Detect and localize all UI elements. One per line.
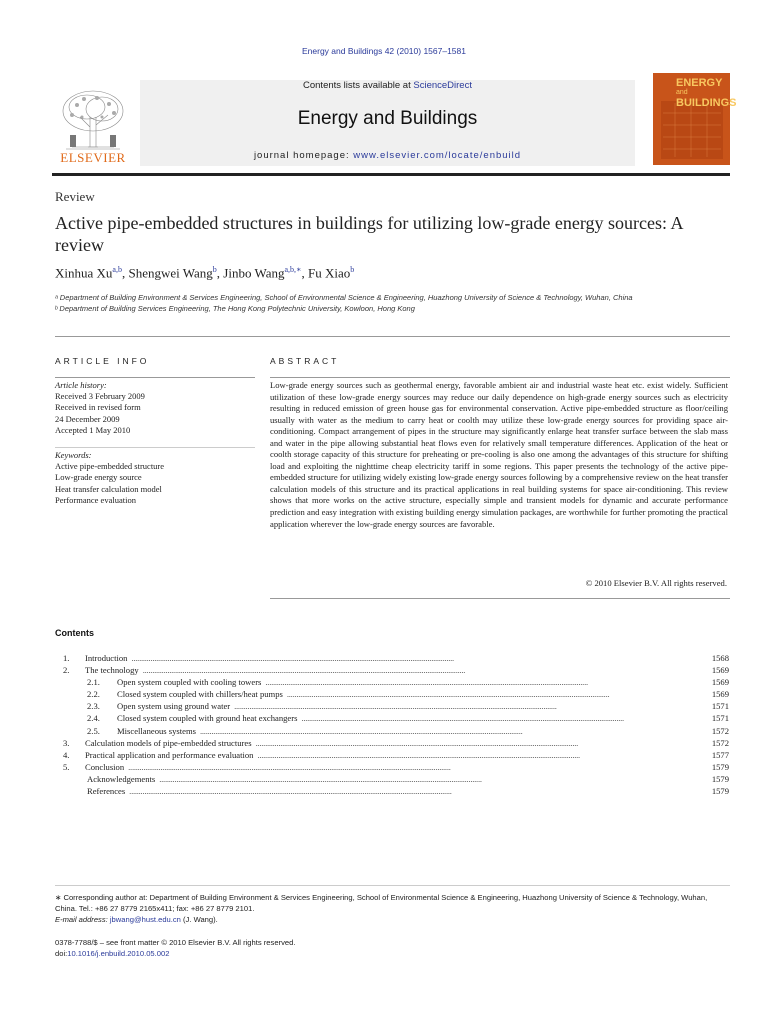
contents-prefix: Contents lists available at — [303, 80, 414, 91]
toc-number: 2.3. — [87, 701, 100, 712]
toc-title[interactable]: References — [87, 786, 126, 797]
history-rule — [55, 447, 255, 448]
toc-page-number: 1572 — [711, 725, 729, 736]
author-name: Fu Xiao — [307, 265, 351, 281]
abstract-text: Low-grade energy sources such as geothermal energy, favorable ambient air and industrial waste heat etc. exist widely. Sufficient utilization of these low-grade energy sources may reduce our daily dependence on high-grade energy sources such as electricity resulting in reduced emission of green house gas for environmental conservation. Active pipe-embedded structure as floor/ceiling usually with water as the medium to carry heat or coolth may utilize these low-grade energy sources for providing space air-conditioning. Compact arrangement of pipes in the structure may significantly enlarge heat transfer surface between the slab mass and water in the pipe allowing substantial heat flows even for relatively small temperature differences. Application of the heat or coolth storage capacity of this structure for preheating or pre-cooling is also one among the advantages of this structure for shifting load and exploiting the nighttime cheap electricity tariff in some regions. This paper presents the technology of the active pipe-embedded structure for utilizing widely existing low-grade energy sources following by a comprehensive review on the heat transfer calculation models of this structure and its practical applications in real building systems for space air-conditioning. This review shows that more works on the active structure, especially simple and transient models for dynamic and accurate performance prediction and easy integration with existing building energy simulation packages, are worthwhile for further promoting the practical application wherever the low-grade energy sources are favorable. — [270, 380, 728, 529]
toc-leader-dots — [159, 773, 697, 785]
toc-leader-dots — [265, 676, 697, 688]
journal-citation[interactable]: Energy and Buildings 42 (2010) 1567–1581 — [302, 46, 466, 56]
toc-page-number: 1569 — [711, 677, 729, 688]
abstract-copyright: © 2010 Elsevier B.V. All rights reserved. — [585, 578, 727, 588]
history-line: Received 3 February 2009 — [55, 391, 145, 402]
issn-block — [55, 938, 295, 960]
header-rule — [52, 173, 730, 176]
doi-prefix: doi: — [55, 948, 68, 958]
table-of-contents — [55, 652, 729, 797]
email-link[interactable]: jbwang@hust.edu.cn — [109, 914, 181, 924]
keyword: Active pipe-embedded structure — [55, 461, 165, 472]
author-name: Jinbo Wang — [223, 265, 285, 281]
author-affiliation-marker[interactable]: b — [212, 265, 217, 274]
affiliation-b: ᵇ Department of Building Services Engineering, The Hong Kong Polytechnic University, Kowloon, Hong Kong — [55, 304, 415, 313]
homepage-link[interactable]: www.elsevier.com/locate/enbuild — [353, 150, 522, 161]
abstract-heading: ABSTRACT — [270, 356, 340, 366]
toc-title[interactable]: The technology — [85, 665, 139, 676]
history-label: Article history: — [55, 380, 107, 390]
corresponding-author-footnote — [55, 893, 725, 925]
toc-leader-dots — [301, 712, 697, 724]
toc-entry[interactable] — [55, 737, 729, 749]
email-suffix: (J. Wang). — [180, 914, 218, 924]
toc-leader-dots — [143, 664, 697, 676]
toc-leader-dots — [131, 652, 697, 664]
toc-title[interactable]: Practical application and performance evaluation — [85, 749, 254, 760]
keywords-label: Keywords: — [55, 450, 92, 460]
article-section-label: Review — [55, 189, 95, 204]
doi-line — [55, 949, 295, 960]
toc-page-number: 1572 — [711, 737, 729, 748]
elsevier-logo-text: ELSEVIER — [60, 150, 126, 165]
toc-entry[interactable] — [55, 700, 729, 712]
toc-page-number: 1569 — [711, 689, 729, 700]
toc-page-number: 1579 — [711, 786, 729, 797]
homepage-prefix: journal homepage: — [253, 150, 354, 161]
author-affiliation-marker[interactable]: a,b — [112, 265, 122, 274]
author-name: Shengwei Wang — [128, 265, 213, 281]
history-line: Accepted 1 May 2010 — [55, 424, 131, 435]
toc-title[interactable]: Miscellaneous systems — [117, 725, 197, 736]
article-title: Active pipe-embedded structures in buildings for utilizing low-grade energy sources: A review — [55, 213, 683, 255]
abstract-bottom-rule — [270, 598, 730, 599]
toc-number: 4. — [63, 749, 70, 760]
issn-line: 0378-7788/$ – see front matter © 2010 Elsevier B.V. All rights reserved. — [55, 938, 296, 947]
toc-leader-dots — [287, 688, 697, 700]
affiliation-a: ᵃ Department of Building Environment & Services Engineering, School of Environmental Science & Engineering, Huazhong University of Science & Technology, Wuhan, China — [55, 293, 633, 302]
affiliation-rule — [55, 336, 730, 337]
toc-number: 2.2. — [87, 689, 100, 700]
sciencedirect-link[interactable]: ScienceDirect — [413, 80, 472, 91]
toc-leader-dots — [129, 785, 697, 797]
toc-page-number: 1571 — [711, 701, 729, 712]
cover-title-line1: ENERGY — [676, 77, 723, 89]
toc-title[interactable]: Acknowledgements — [87, 773, 156, 784]
history-line: Received in revised form — [55, 402, 141, 413]
keyword: Heat transfer calculation model — [55, 483, 162, 494]
author-list — [55, 265, 354, 281]
toc-title[interactable]: Conclusion — [85, 761, 125, 772]
toc-title[interactable]: Calculation models of pipe-embedded structures — [85, 737, 252, 748]
toc-number: 5. — [63, 761, 70, 772]
toc-number: 2.1. — [87, 677, 100, 688]
toc-title[interactable]: Open system coupled with cooling towers — [117, 677, 262, 688]
toc-page-number: 1579 — [711, 761, 729, 772]
toc-page-number: 1577 — [711, 749, 729, 760]
article-history — [55, 380, 255, 436]
toc-entry[interactable] — [55, 652, 729, 664]
author-name: Xinhua Xu — [55, 265, 113, 281]
toc-entry[interactable] — [55, 773, 729, 785]
toc-leader-dots — [257, 749, 697, 761]
author-separator: , — [121, 265, 129, 281]
toc-entry[interactable] — [55, 664, 729, 676]
cover-title-line2: and — [676, 89, 688, 96]
toc-entry[interactable] — [55, 761, 729, 773]
toc-number: 1. — [63, 653, 70, 663]
toc-page-number: 1569 — [711, 665, 729, 676]
toc-page-number: 1568 — [711, 653, 729, 663]
keyword: Low-grade energy source — [55, 472, 142, 483]
toc-leader-dots — [256, 737, 697, 749]
doi-link[interactable]: 10.1016/j.enbuild.2010.05.002 — [67, 948, 170, 958]
article-info-rule — [55, 377, 255, 378]
toc-entry[interactable] — [55, 725, 729, 737]
toc-title[interactable]: Open system using ground water — [117, 701, 231, 712]
author-separator: , — [216, 265, 224, 281]
journal-homepage — [140, 150, 635, 161]
history-line: 24 December 2009 — [55, 413, 120, 424]
toc-title[interactable]: Closed system coupled with ground heat exchangers — [117, 713, 298, 724]
toc-title[interactable]: Introduction — [85, 653, 128, 663]
toc-leader-dots — [128, 761, 697, 773]
toc-entry[interactable] — [55, 676, 729, 688]
email-line — [55, 915, 725, 926]
toc-page-number: 1571 — [711, 713, 729, 724]
toc-entry[interactable] — [55, 749, 729, 761]
contents-availability — [140, 80, 635, 91]
author-affiliation-marker[interactable]: b — [350, 265, 355, 274]
contents-heading: Contents — [55, 628, 94, 638]
author-separator: , — [301, 265, 308, 281]
toc-number: 2.4. — [87, 713, 100, 724]
article-info-heading: ARTICLE INFO — [55, 356, 150, 366]
abstract-rule — [270, 377, 730, 378]
toc-title[interactable]: Closed system coupled with chillers/heat pumps — [117, 689, 283, 700]
toc-number: 2.5. — [87, 725, 100, 736]
toc-page-number: 1579 — [711, 773, 729, 784]
toc-number: 2. — [63, 665, 70, 676]
author-affiliation-marker[interactable]: a,b,∗ — [284, 265, 302, 274]
journal-name: Energy and Buildings — [297, 108, 478, 129]
toc-entry[interactable] — [55, 688, 729, 700]
keywords — [55, 450, 255, 506]
cover-title-line3: BUILDINGS — [676, 97, 737, 109]
toc-number: 3. — [63, 737, 70, 748]
corresponding-author-text: ∗ Corresponding author at: Department of Building Environment & Services Engineering, School of Environmental Science & Engineering, Huazhong University of Science & Technology, Wuhan, China. Tel.: +86 27 8779 2165x411; fax: +86 27 8779 2101. — [55, 893, 708, 913]
keyword: Performance evaluation — [55, 494, 136, 505]
cover-title — [676, 78, 737, 108]
toc-entry[interactable] — [55, 712, 729, 724]
footnote-rule — [55, 885, 730, 886]
toc-leader-dots — [234, 700, 697, 712]
toc-leader-dots — [200, 725, 697, 737]
affiliations — [55, 292, 675, 314]
toc-entry[interactable] — [55, 785, 729, 797]
email-label: E-mail address: — [55, 914, 110, 924]
